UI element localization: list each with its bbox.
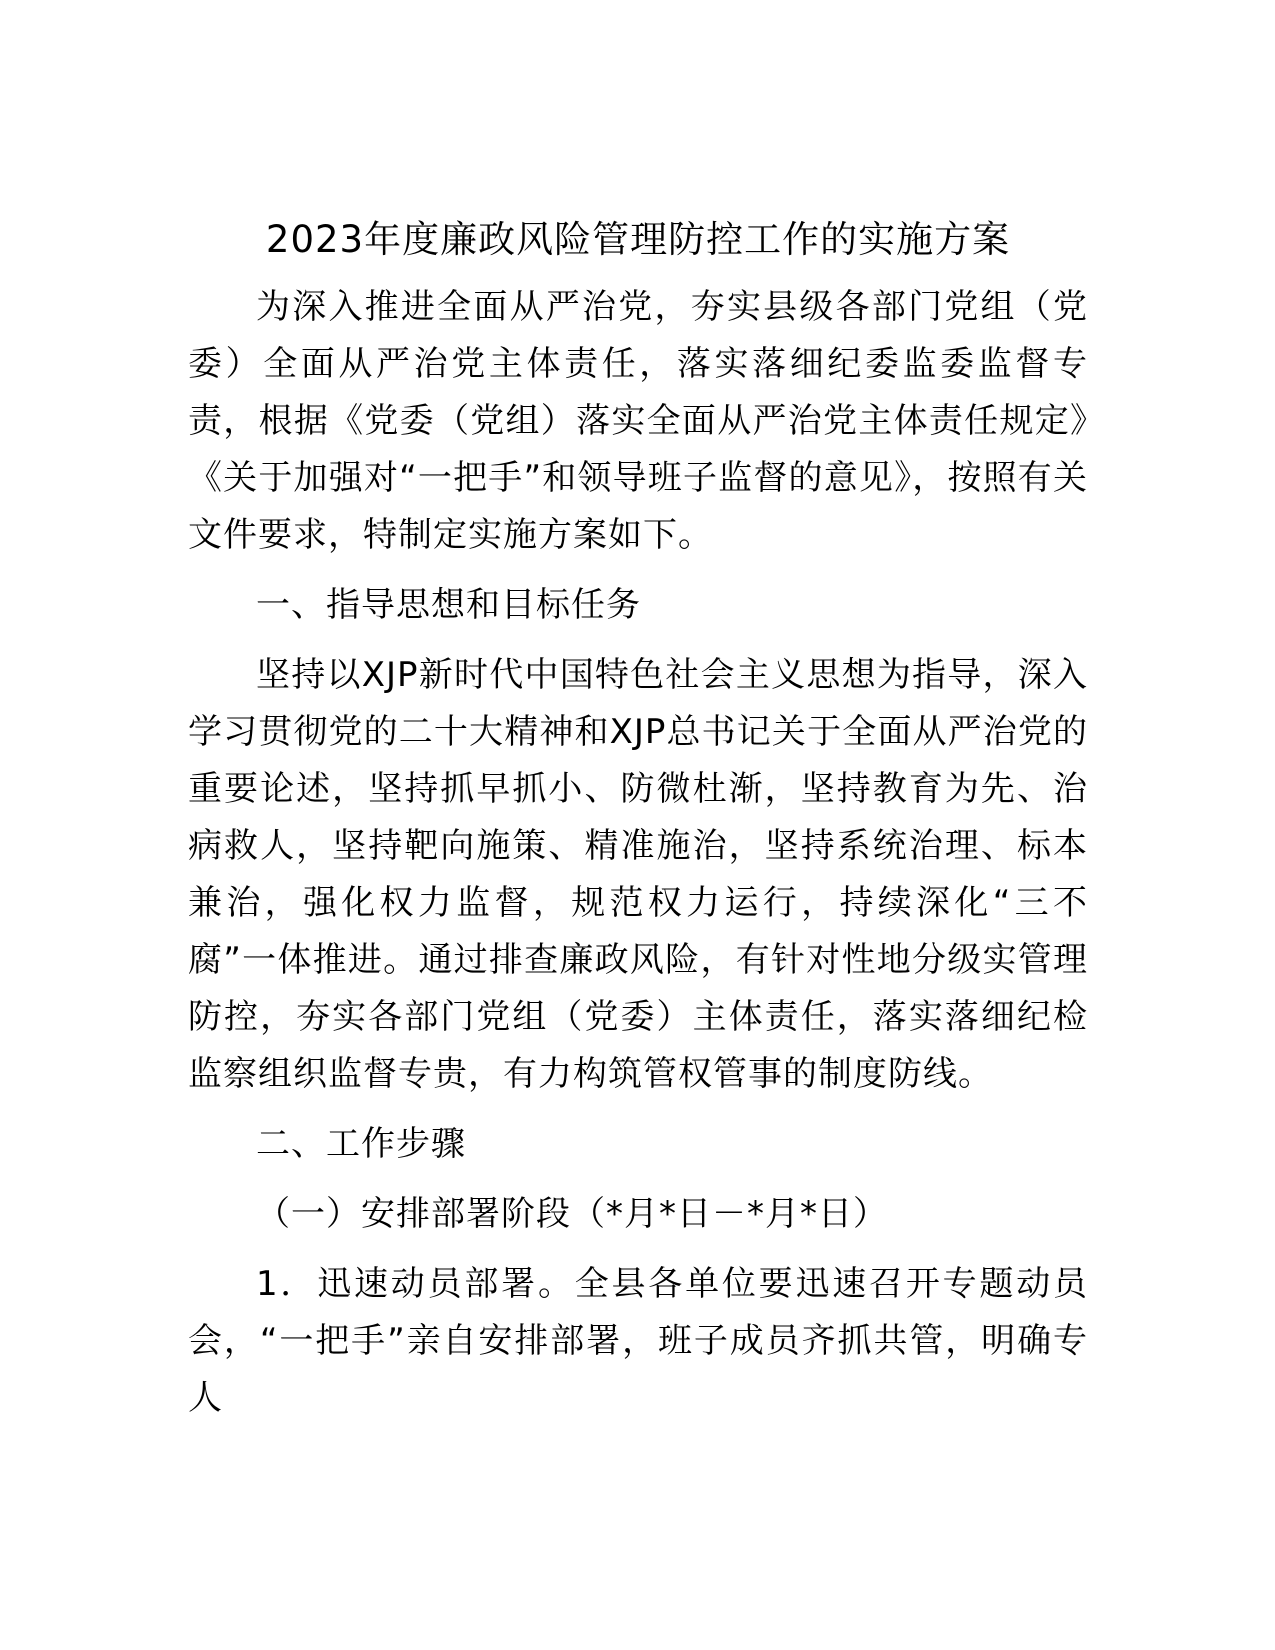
guiding-ideology-paragraph: 坚持以XJP新时代中国特色社会主义思想为指导，深入学习贯彻党的二十大精神和XJP总书记关于全面从严治党的重要论述，坚持抓早抓小、防微杜渐，坚持教育为先、治病救人，坚持靶向施策、精准施治，坚持系统治理、标本兼治，强化权力监督，规范权力运行，持续深化“三不腐”一体推进。通过排查廉政风险，有针对性地分级实管理防控，夯实各部门党组（党委）主体责任，落实落细纪检监察组织监督专贵，有力构筑管权管事的制度防线。 [188,655,1088,1094]
document-title: 2023年度廉政风险管理防控工作的实施方案 [265,218,1011,261]
subheading-deployment-stage: （一）安排部署阶段（*月*日－*月*日） [256,1194,888,1234]
document-body [188,210,1088,1440]
item-mobilization-paragraph: 1．迅速动员部署。全县各单位要迅速召开专题动员会，“一把手”亲自安排部署，班子成员齐抓共管，明确专人 [188,1264,1088,1418]
section-heading-work-steps: 二、工作步骤 [256,1124,466,1164]
section-heading-guiding-ideology: 一、指导思想和目标任务 [256,585,641,625]
intro-paragraph: 为深入推进全面从严治党，夯实县级各部门党组（党委）全面从严治党主体责任，落实落细纪委监委监督专责，根据《党委（党组）落实全面从严治党主体责任规定》《关于加强对“一把手”和领导班子监督的意见》，按照有关文件要求，特制定实施方案如下。 [188,287,1088,555]
